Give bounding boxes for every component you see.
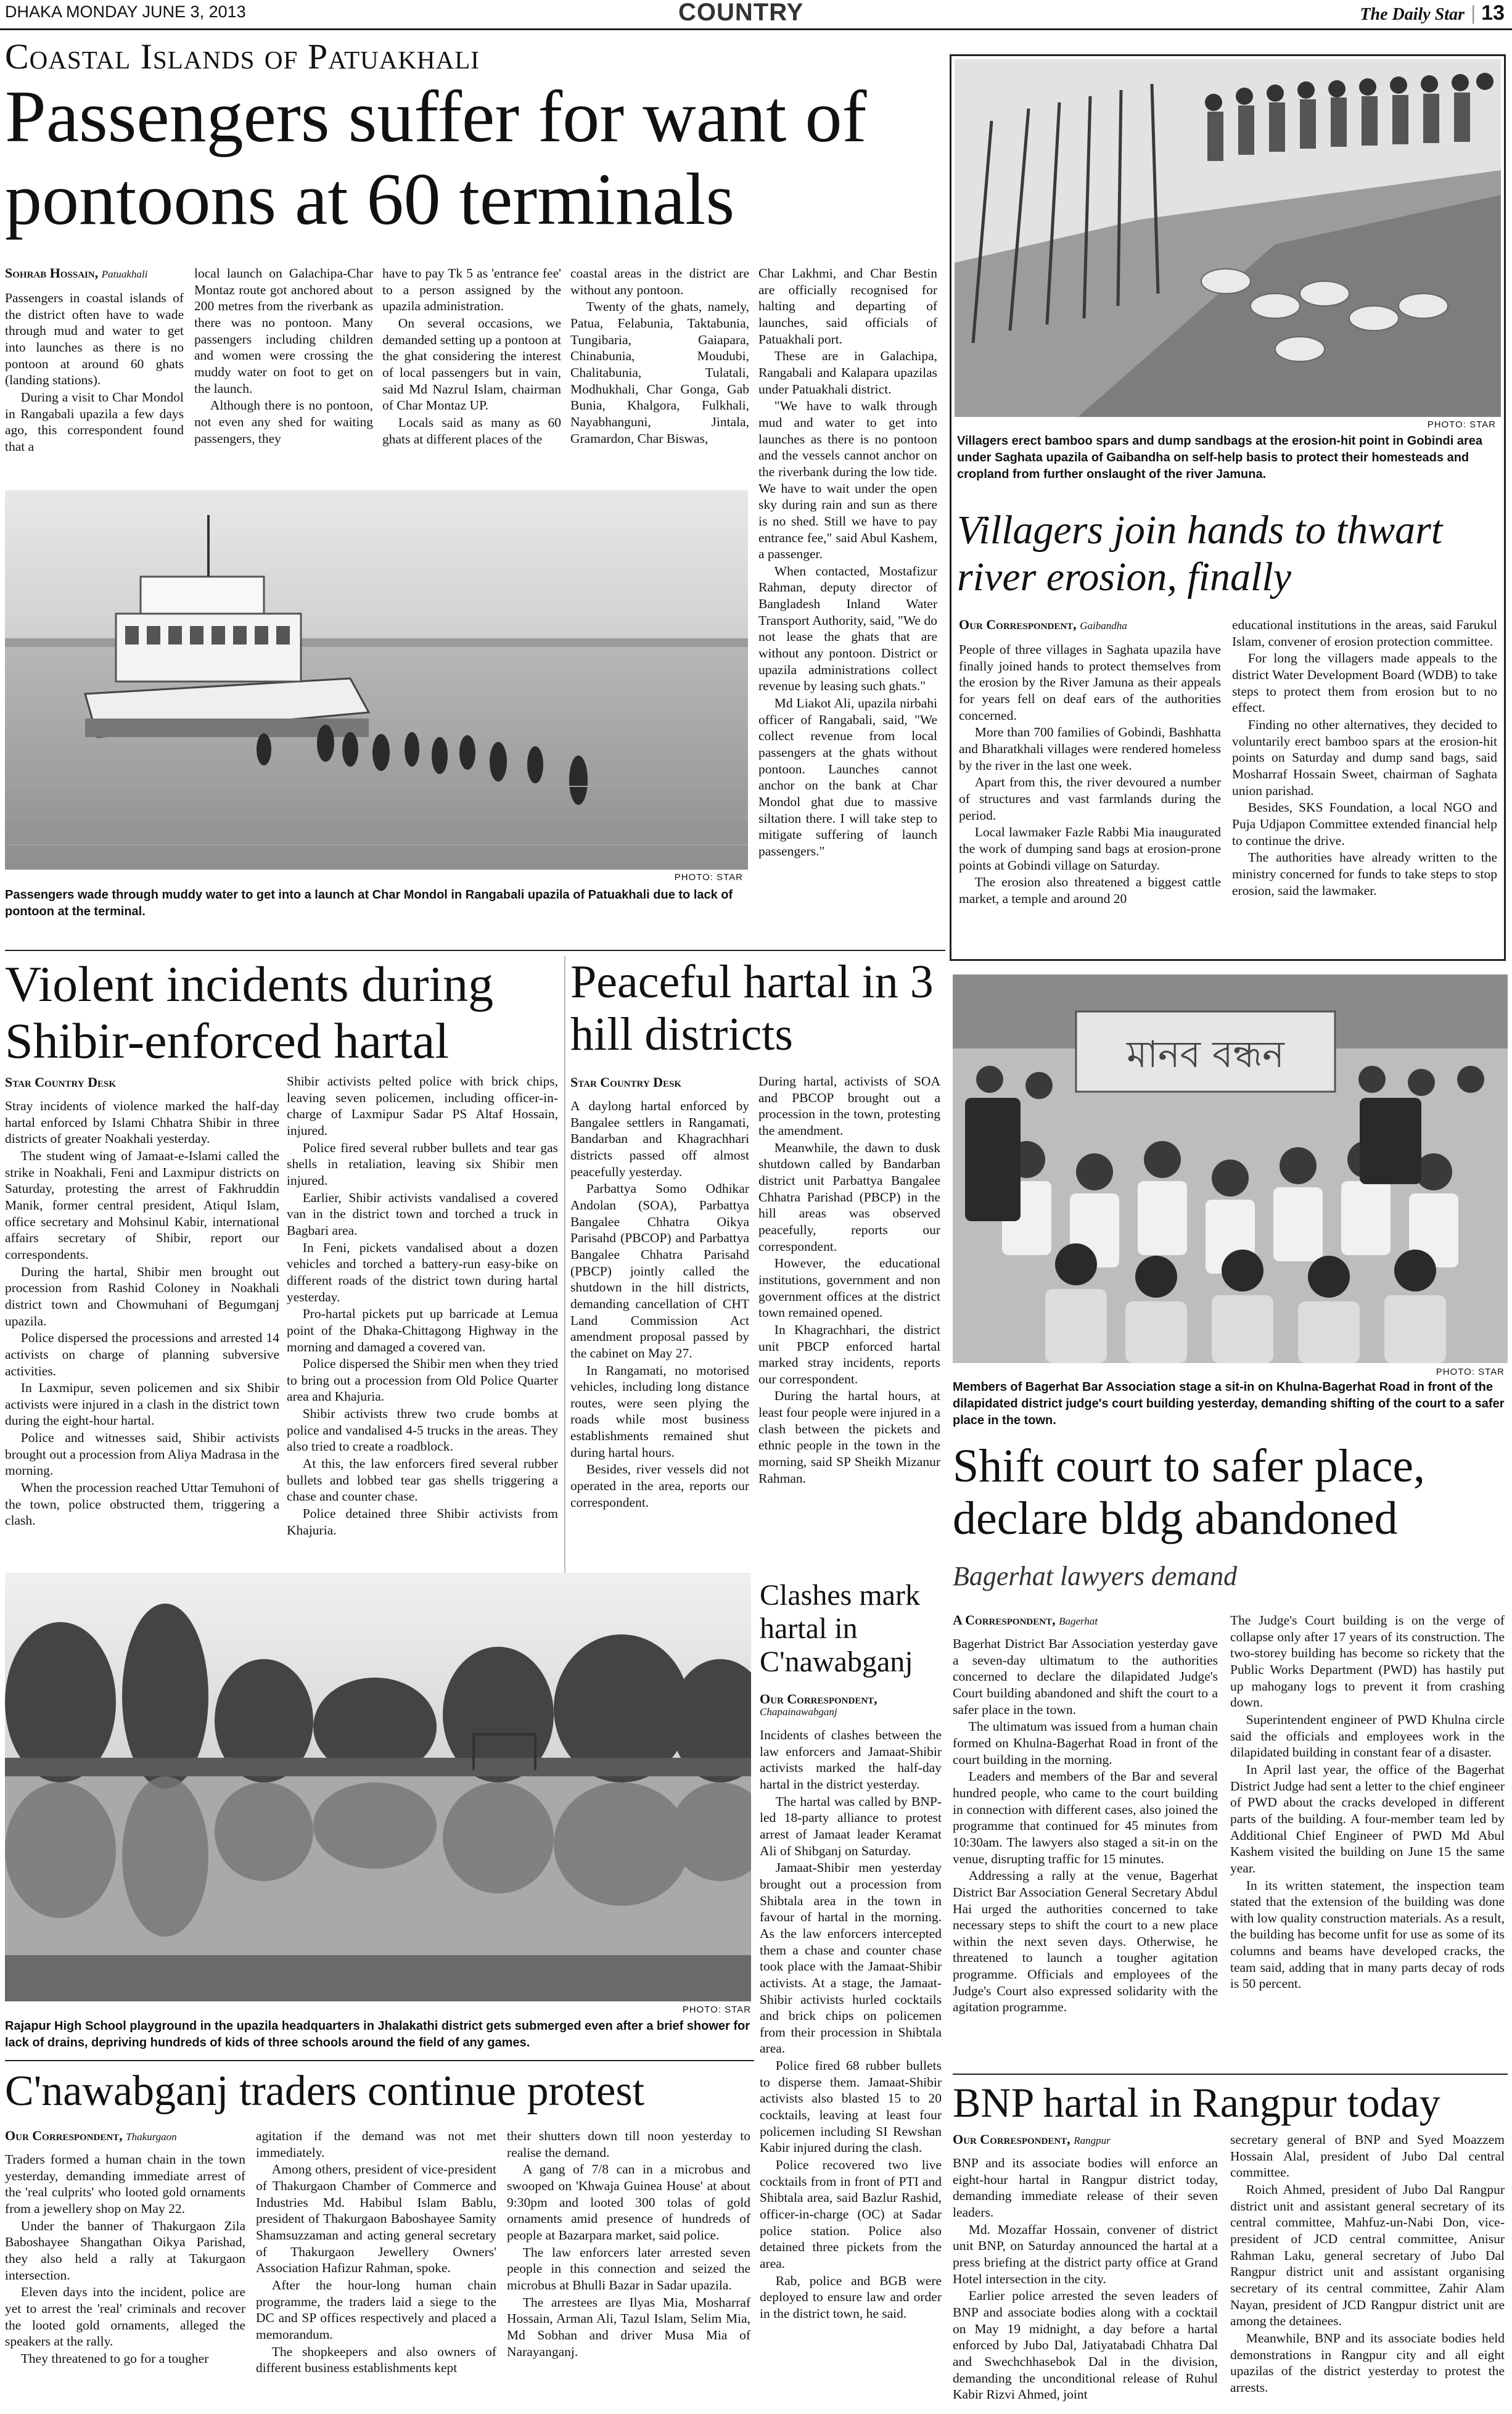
paragraph: The arrestees are Ilyas Mia, Mosharraf Hossain, Arman Ali, Tazul Islam, Selim Mia, Md Sobhan and driver Musa Mia of Narayanganj. [507, 2294, 750, 2359]
paragraph: In Laxmipur, seven policemen and six Shibir activists were injured in a clash in the district town during the eight-hour hartal. [5, 1380, 279, 1428]
story5-col1 [953, 1636, 1218, 2067]
paragraph: Shibir activists pelted police with brick chips, leaving seven policemen, including officer-in-charge of Laxmipur Sadar PS Altaf Hossain, injured. [287, 1074, 558, 1138]
story5-byline-name: A Correspondent, [953, 1612, 1056, 1628]
paragraph: In Rangamati, no motorised vehicles, including long distance routes, were seen plying the roads while most business establishments remained shut during hartal hours. [570, 1362, 749, 1460]
paragraph: The law enforcers later arrested seven people in this connection and seized the microbus at Bhulli Bazar in Sadar upazila. [507, 2244, 750, 2292]
story1-photo-credit: PHOTO: STAR [674, 872, 743, 883]
erosion-photo [955, 59, 1501, 417]
story1-byline [5, 265, 147, 281]
paragraph: BNP and its associate bodies will enforce an eight-hour hartal in Rangpur district today, demanding immediate release of their seven leaders. [953, 2156, 1218, 2220]
story4-headline: Peaceful hartal in 3 hill districts [570, 956, 934, 1061]
paragraph: Char Lakhmi, and Char Bestin are officially recognised for halting and departing of launches, said officials of Patuakhali port. [758, 266, 937, 347]
story1-byline-name: Sohrab Hossain, [5, 265, 99, 281]
paragraph: A gang of 7/8 can in a microbus and swooped on 'Khwaja Guinea House' at about 9:30pm and looted 300 tolas of gold ornaments amid presence of hundreds of people at Bazarpara market, said police. [507, 2162, 750, 2243]
paragraph: Shibir activists threw two crude bombs at police and vandalised 4-5 trucks in the areas. They also tried to create a roadblock. [287, 1406, 558, 1454]
paragraph: Although there is no pontoon, not even any shed for waiting passengers, they [194, 398, 373, 446]
masthead-rule [0, 28, 1512, 30]
paragraph: In Khagrachhari, the district unit PBCP enforced hartal marked stray incidents, reports our correspondent. [758, 1322, 940, 1386]
story2-col1 [959, 641, 1221, 953]
paragraph: Eleven days into the incident, police are yet to arrest the 'real' criminals and recover the looted gold ornaments, alleged the speakers at the rally. [5, 2284, 245, 2349]
launch-photo [5, 490, 748, 870]
paper-name: The Daily Star [1360, 5, 1465, 24]
paragraph: secretary general of BNP and Syed Moazzem Hossain Alal, president of Jubo Dal central committee. [1230, 2132, 1505, 2180]
story1-headline: Passengers suffer for want of pontoons at 60 terminals [5, 75, 867, 241]
paragraph: Earlier, Shibir activists vandalised a covered van in the district town and torched a truck in Bagbari area. [287, 1190, 558, 1238]
story7-byline: Our Correspondent, [760, 1691, 877, 1707]
paragraph: Addressing a rally at the venue, Bagerhat District Bar Association General Secretary Abdul Hai urged the authorities concerned to take necessary steps to shift the court to a new place within the next seven days. Otherwise, he threatened to launch a tougher agitation programme. Officials and employees of the Judge's Court also expressed solidarity with the agitation programme. [953, 1868, 1218, 2015]
story6-photo-credit: PHOTO: STAR [682, 2004, 751, 2015]
paragraph: Traders formed a human chain in the town yesterday, demanding immediate arrest of the 'real culprits' who looted gold ornaments from a jewellery shop on May 22. [5, 2152, 245, 2216]
paragraph: The student wing of Jamaat-e-Islami called the strike in Noakhali, Feni and Laxmipur districts on Saturday, protesting the arrest of Fakhruddin Manik, former central president, Atiqul Islam, office secretary and Mohsinul Kabir, international affairs secretary of Shibir, report our correspondents. [5, 1148, 279, 1262]
paragraph: Roich Ahmed, president of Jubo Dal Rangpur district unit and assistant general secretary of its central committee, Mahfuz-un-Nabi Don, vice-president of JCD central committee, Anisur Rahman Laku, general secretary of Jubo Dal Rangpur district unit and assistant organising secretary of its central committee, Zahir Alam Nayan, president of JCD Rangpur district unit are among the detainees. [1230, 2181, 1505, 2329]
story1-col1 [5, 290, 184, 487]
story8-headline: C'nawabganj traders continue protest [5, 2067, 645, 2115]
paragraph: Parbattya Somo Odhikar Andolan (SOA), Parbattya Bangalee Chhatra Oikya Parisahd (PBCOP) and Parbattya Bangalee Chhatra Parisahd (PBCP) jointly called the shutdown in the hill districts, demanding cancellation of CHT Land Commission Act amendment proposal passed by the cabinet on May 27. [570, 1181, 749, 1361]
paragraph: The Judge's Court building is on the verge of collapse only after 17 years of its construction. The two-storey building has become so rickety that the Public Works Department (PWD) has hastily put up mahogany logs to prevent it from crashing down. [1230, 1613, 1505, 1710]
story4-col2 [758, 1073, 940, 1567]
story9-byline [953, 2132, 1111, 2148]
paragraph: During the hartal, Shibir men brought out procession from Rashid Coloney in Noakhali district town and Chowmuhani of Begumganj upazila. [5, 1264, 279, 1329]
story1-byline-place: Patuakhali [101, 268, 148, 280]
story1-kicker: Coastal Islands of Patuakhali [5, 36, 480, 76]
paragraph: On several occasions, we demanded setting up a pontoon at the ghat considering the interest of local passengers but in vain, said Md Nazrul Islam, chairman of Char Montaz UP. [382, 315, 561, 413]
page-number: 13 [1481, 1, 1505, 25]
paragraph: More than 700 families of Gobindi, Bashhatta and Bharatkhali villages were rendered homeless by the river in the last one week. [959, 725, 1221, 773]
paragraph: In its written statement, the inspection team stated that the extension of the building was done with low quality construction materials. As a result, the building has become unfit for use as some of its columns and beams have developed cracks, the team said, adding that in many parts decay of rods is 50 percent. [1230, 1877, 1505, 1992]
story1-col4 [570, 265, 749, 487]
section-rule [5, 2060, 754, 2061]
paragraph: The shopkeepers and also owners of different business establishments kept [256, 2344, 496, 2376]
paragraph: Police fired 68 rubber bullets to disperse them. Jamaat-Shibir activists also blasted 15 to 20 cocktails, leaving at least four policemen including SI Rewshan Kabir injured during the clash. [760, 2058, 942, 2156]
story8-col2 [256, 2128, 496, 2410]
story2-headline: Villagers join hands to thwart river erosion, finally [957, 508, 1443, 599]
section-name: COUNTRY [678, 0, 804, 26]
section-rule [5, 950, 945, 951]
story8-byline [5, 2128, 177, 2144]
story3-col1 [5, 1098, 279, 1567]
story5-subhead: Bagerhat lawyers demand [953, 1561, 1238, 1591]
paragraph: agitation if the demand was not met immediately. [256, 2128, 496, 2160]
paragraph: Twenty of the ghats, namely, Patua, Felabunia, Taktabunia, Tungibaria, Gaiapara, Chinabunia, Moudubi, Chalitabunia, Tulatali, Modhukhali, Char Gonga, Gab Bunia, Khalgora, Fulkhali, Nayabhanguni, Jintala, Gramardon, Char Biswas, [570, 299, 749, 446]
paragraph: Rab, police and BGB were deployed to ensure law and order in the district town, he said. [760, 2273, 942, 2321]
paragraph: People of three villages in Saghata upazila have finally joined hands to protect themselves from the erosion by the River Jamuna as their appeals for years fell on deaf ears of the authorities concerned. [959, 642, 1221, 723]
paragraph: In April last year, the office of the Bagerhat District Judge had sent a letter to the chief engineer of PWD about the cracks developed in different parts of the building. A four-member team led by Additional Chief Engineer of PWD Md Abul Kashem visited the building on June 15 the same year. [1230, 1761, 1505, 1876]
paragraph: Finding no other alternatives, they decided to voluntarily erect bamboo spars at the erosion-hit points on Saturday and dump sand bags, said Mosharraf Hossain Sweet, chairman of Saghata union parishad. [1232, 717, 1497, 798]
story9-byline-place: Rangpur [1074, 2135, 1111, 2146]
paragraph: Md Liakot Ali, upazila nirbahi officer of Rangabali, said, "We collect revenue from local passengers at the ghats without pontoon. Launches cannot anchor on the bank at Char Mondol ghat due to massive siltation there. I will take step to mitigate suffering of launch passengers." [758, 696, 937, 859]
paragraph: Meanwhile, the dawn to dusk shutdown called by Bandarban district unit Parbattya Bangalee Chhatra Parishad (PBCP) in the hill areas was observed peacefully, reports our correspondent. [758, 1140, 940, 1254]
paragraph: Jamaat-Shibir men yesterday brought out a procession from Shibtala area in the town in favour of hartal in the morning. As the law enforcers intercepted them a chase and counter chase took place with the Jamaat-Shibir activists. At a stage, the Jamaat-Shibir activists hurled cocktails and brick chips on policemen from their procession in Shibtala area. [760, 1860, 942, 2056]
story1-col5 [758, 265, 937, 937]
story3-col2 [287, 1073, 558, 1567]
story1-col3 [382, 265, 561, 487]
dateline: DHAKA MONDAY JUNE 3, 2013 [5, 2, 246, 21]
story8-byline-name: Our Correspondent, [5, 2128, 123, 2143]
paragraph: During the hartal hours, at least four people were injured in a clash between the pickets and ethnic people in the town in the morning, said SP Sheikh Mizanur Rahman. [758, 1388, 940, 1486]
story2-photo-credit: PHOTO: STAR [1427, 419, 1496, 430]
paragraph: For long the villagers made appeals to the district Water Development Board (WDB) to take steps to protect them from erosion but to no effect. [1232, 651, 1497, 715]
story9-headline: BNP hartal in Rangpur today [953, 2079, 1440, 2126]
story7-headline: Clashes mark hartal in C'nawabganj [760, 1579, 920, 1678]
story9-col1 [953, 2155, 1218, 2410]
paragraph: Police dispersed the processions and arrested 14 activists on charge of planning subversive activities. [5, 1330, 279, 1378]
banner-text: মানব বন্ধন [1127, 1033, 1284, 1076]
story9-byline-name: Our Correspondent, [953, 2132, 1070, 2147]
paragraph: They threatened to go for a tougher [20, 2350, 209, 2366]
story3-headline: Violent incidents during Shibir-enforced hartal [5, 956, 494, 1069]
story4-col1 [570, 1098, 749, 1567]
paragraph: Under the banner of Thakurgaon Zila Baboshayee Shangathan Oikya Parishad, they also held a rally at Takurgaon intersection. [5, 2218, 245, 2283]
paragraph: During hartal, activists of SOA and PBCOP brought out a procession in the town, protesting the amendment. [758, 1074, 940, 1138]
paragraph: Police recovered two live cocktails from in front of PTI and Shibtala area, said Bazlur Rashid, officer-in-charge (OC) at Sadar police station. Police also detained three pickets from the area. [760, 2157, 942, 2271]
story2-col2 [1232, 617, 1497, 953]
paragraph: Besides, SKS Foundation, a local NGO and Puja Udjapon Committee extended financial help to continue the drive. [1232, 800, 1497, 848]
paragraph: Leaders and members of the Bar and several hundred people, who came to the court building in connection with different cases, also joined the programme that continued for 45 minutes from 10:30am. The lawyers also staged a sit-in on the venue, disrupting traffic for 15 minutes. [953, 1769, 1218, 1866]
story5-headline: Shift court to safer place, declare bldg abandoned [953, 1440, 1426, 1545]
paragraph: local launch on Galachipa-Char Montaz route got anchored about 200 metres from the riverbank as there was no pontoon. Many passengers including children and women were crossing the muddy water on foot to get on the launch. [194, 266, 373, 396]
paragraph: Police dispersed the Shibir men when they tried to bring out a procession from Old Police Quarter area and Khajuria. [287, 1356, 558, 1404]
paragraph: Pro-hartal pickets put up barricade at Lemua point of the Dhaka-Chittagong Highway in the morning and damaged a covered van. [287, 1306, 558, 1354]
section-rule [953, 2074, 1508, 2075]
paragraph: After the hour-long human chain programme, the traders laid a siege to the DC and SP offices respectively and placed a memorandum. [256, 2277, 496, 2342]
lawyers-photo [953, 974, 1508, 1363]
paragraph: Police and witnesses said, Shibir activists brought out a procession from Aliya Madrasa in the morning. [5, 1430, 279, 1478]
paragraph: In Feni, pickets vandalised about a dozen vehicles and torched a battery-run easy-bike on different roads of the district town during hartal yesterday. [287, 1240, 558, 1304]
story3-byline: Star Country Desk [5, 1074, 117, 1090]
story9-col2 [1230, 2132, 1505, 2410]
paragraph: Besides, river vessels did not operated in the area, reports our correspondent. [570, 1462, 749, 1510]
paragraph: The ultimatum was issued from a human chain formed on Khulna-Bagerhat Road in front of the court building in the morning. [953, 1719, 1218, 1767]
story8-byline-place: Thakurgaon [126, 2131, 177, 2143]
paragraph: Earlier police arrested the seven leaders of BNP and associate bodies along with a cocktail on May 19 midnight, a day before a hartal enforced by Jubo Dal, Jatiyatabadi Chhatra Dal and Swechchhasebok Dal in the division, demanding the unconditional release of Ruhul Kabir Rizvi Ahmed, joint [953, 2288, 1218, 2402]
story7-place: Chapainawabganj [760, 1706, 837, 1718]
story2-byline-place: Gaibandha [1080, 620, 1127, 632]
story1-caption: Passengers wade through muddy water to get into a launch at Char Mondol in Rangabali upazila of Patuakhali due to lack of pontoon at the terminal. [5, 888, 733, 918]
story8-col3 [507, 2128, 750, 2410]
paragraph: "We have to walk through mud and water to get into launches as there is no pontoon and the vessels cannot anchor on the riverbank during the low tide. We have to wait under the open sky during rain and sun as there is no shed. Still we have to pay entrance fee," said Abul Kashem, a passenger. [758, 398, 937, 562]
paragraph: Passengers in coastal islands of the district often have to wade through mud and water to get into launches as there is no pontoon at around 60 ghats (landing stations). [5, 290, 184, 388]
paragraph: Locals said as many as 60 ghats at different places of the [382, 414, 561, 447]
paragraph: coastal areas in the district are without any pontoon. [570, 266, 749, 297]
story6-caption: Rajapur High School playground in the upazila headquarters in Jhalakathi district gets submerged even after a brief shower for lack of drains, depriving hundreds of kids of three schools around the field of any games. [5, 2019, 750, 2049]
paragraph: At this, the law enforcers fired several rubber bullets and lobbed tear gas shells triggering a chase and counter chase. [287, 1456, 558, 1504]
paragraph: A daylong hartal enforced by Bangalee settlers in Rangamati, Bandarban and Khagrachhari districts passed off almost peacefully yesterday. [570, 1098, 749, 1179]
paragraph: The authorities have already written to the ministry concerned for funds to take steps to stop erosion, said the lawmaker. [1232, 850, 1497, 898]
paragraph: educational institutions in the areas, said Farukul Islam, convener of erosion protection committee. [1232, 617, 1497, 649]
paragraph: Police detained three Shibir activists from Khajuria. [287, 1506, 558, 1538]
paragraph: These are in Galachipa, Rangabali and Kalapara upazilas under Patuakhali district. [758, 348, 937, 397]
paragraph: Stray incidents of violence marked the half-day hartal enforced by Islami Chhatra Shibir in three districts of greater Noakhali yesterday. [5, 1098, 279, 1147]
paragraph: Superintendent engineer of PWD Khulna circle said the officials and employees work in the dilapidated building in constant fear of a disaster. [1230, 1712, 1505, 1760]
paragraph: have to pay Tk 5 as 'entrance fee' to a person assigned by the upazila administration. [382, 266, 561, 314]
paragraph: Police fired several rubber bullets and tear gas shells in retaliation, leaving six Shibir men injured. [287, 1140, 558, 1188]
masthead-right: The Daily Star | 13 [1360, 1, 1505, 25]
paragraph: When the procession reached Uttar Temuhoni of the town, police obstructed them, triggering a clash. [5, 1480, 279, 1528]
paragraph: However, the educational institutions, government and non government offices at the district town remained opened. [758, 1256, 940, 1320]
paragraph: The erosion also threatened a biggest cattle market, a temple and around 20 [959, 875, 1221, 906]
paragraph: Bagerhat District Bar Association yesterday gave a seven-day ultimatum to the authorities concerned to declare the dilapidated Judge's Court building abandoned and shift the court to a safer place in the town. [953, 1636, 1218, 1717]
story5-byline-place: Bagerhat [1059, 1615, 1098, 1627]
story2-byline-name: Our Correspondent, [959, 617, 1077, 632]
paragraph: When contacted, Mostafizur Rahman, deputy director of Bangladesh Inland Water Transport Authority, said, "We do not lease the ghats that are without any pontoon. District or upazila administrations collect revenue by leasing such ghats." [758, 563, 937, 694]
story5-col2 [1230, 1612, 1505, 2067]
column-divider [564, 956, 565, 1573]
story5-caption: Members of Bagerhat Bar Association stage a sit-in on Khulna-Bagerhat Road in front of the dilapidated district judge's court building yesterday, demanding shifting of the court to a safer place in the town. [953, 1380, 1505, 1427]
story1-col2 [194, 265, 373, 487]
story4-byline: Star Country Desk [570, 1074, 682, 1090]
paragraph: Apart from this, the river devoured a number of structures and vast farmlands during the period. [959, 775, 1221, 823]
story8-col1 [5, 2151, 245, 2410]
story5-byline [953, 1612, 1098, 1628]
paragraph: Among others, president of vice-president of Thakurgaon Chamber of Commerce and Industries Md. Habibul Islam Bablu, president of Thakurgaon Baboshayee Samity Shamsuzzaman and acting general secretary of Thakurgaon Jewellery Owners' Association Hafizur Rahman, spoke. [256, 2162, 496, 2276]
paragraph: During a visit to Char Mondol in Rangabali upazila a few days ago, this correspondent found that a [5, 389, 184, 454]
story7-col1 [760, 1727, 942, 2408]
paragraph: Local lawmaker Fazle Rabbi Mia inaugurated the work of dumping sand bags at erosion-prone points at Gobindi village on Saturday. [959, 825, 1221, 873]
paragraph: Md. Mozaffar Hossain, convener of district unit BNP, on Saturday announced the hartal at a press briefing at the district party office at Grand Hotel intersection in the city. [953, 2222, 1218, 2286]
paragraph: their shutters down till noon yesterday to realise the demand. [507, 2128, 750, 2160]
paragraph: Incidents of clashes between the law enforcers and Jamaat-Shibir activists marked the half-day hartal in the district yesterday. [760, 1728, 942, 1792]
story2-byline [959, 617, 1127, 633]
playground-photo [5, 1573, 751, 2001]
story5-photo-credit: PHOTO: STAR [1436, 1367, 1505, 1377]
paragraph: The hartal was called by BNP-led 18-party alliance to protest arrest of Jamaat leader Keramat Ali of Shibganj on Saturday. [760, 1794, 942, 1858]
paragraph: Meanwhile, BNP and its associate bodies held demonstrations in Rangpur city and all eight upazilas of the district yesterday to protest the arrests. [1230, 2330, 1505, 2395]
story2-caption: Villagers erect bamboo spars and dump sandbags at the erosion-hit point in Gobindi area under Saghata upazila of Gaibandha on self-help basis to protect their homesteads and cropland from further onslaught of the river Jamuna. [957, 434, 1483, 481]
